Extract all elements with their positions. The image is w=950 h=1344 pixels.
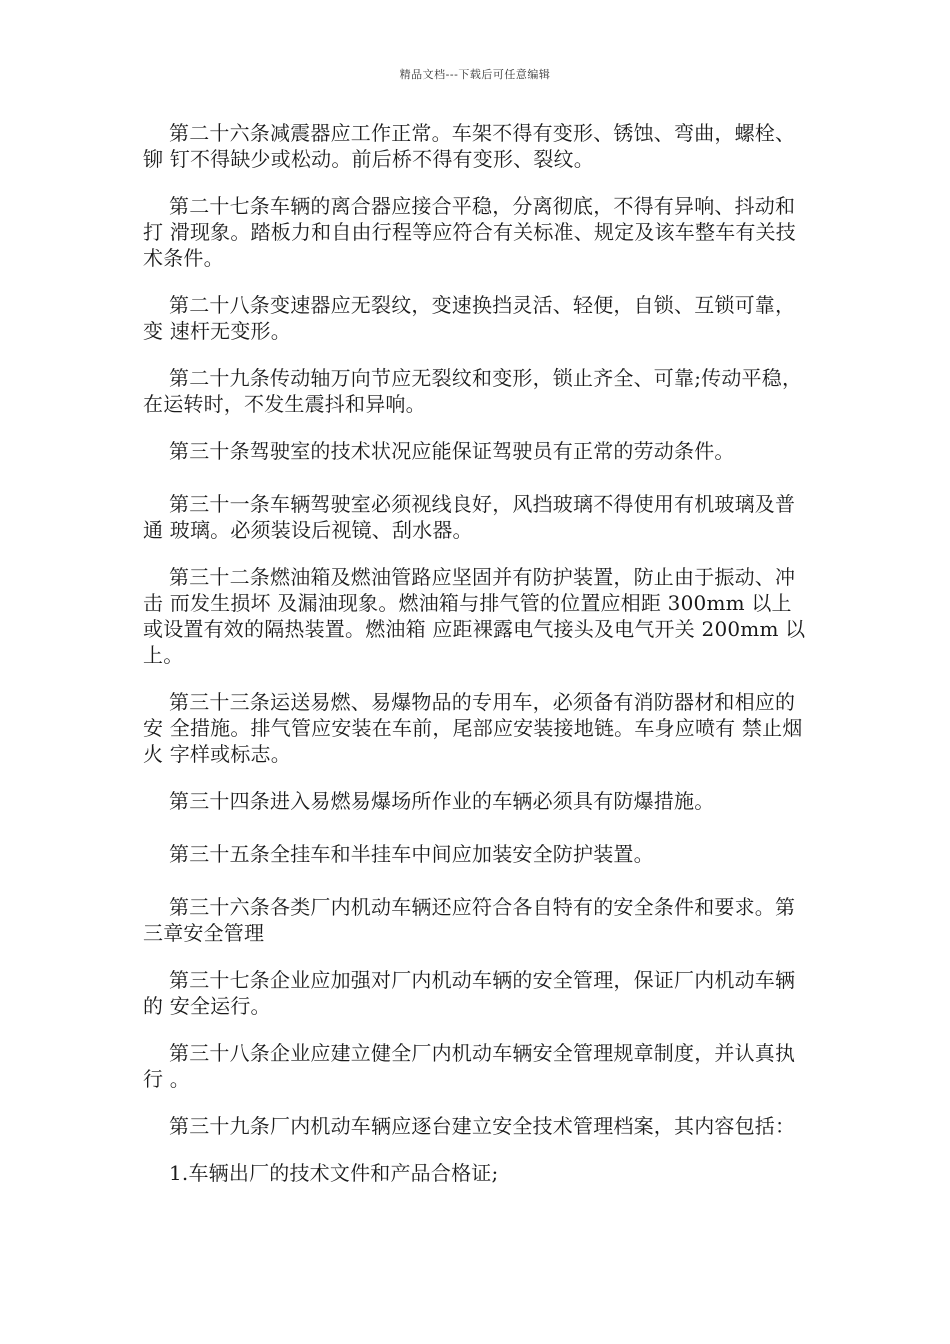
paragraph-article-39: 第三十九条厂内机动车辆应逐台建立安全技术管理档案，其内容包括：: [169, 1114, 796, 1138]
paragraph-article-30: 第三十条驾驶室的技术状况应能保证驾驶员有正常的劳动条件。: [169, 439, 735, 463]
paragraph-article-32: 第三十二条燃油箱及燃油管路应坚固并有防护装置，防止由于振动、冲击 而发生损坏 及漏油现象。燃油箱与排气管的位置应相距 300mm 以上或设置有效的隔热装置。燃油箱 应距裸露电气接头及电气开关 200mm 以上。: [143, 565, 806, 667]
paragraph-article-35: 第三十五条全挂车和半挂车中间应加装安全防护装置。: [169, 842, 654, 866]
paragraph-article-33: 第三十三条运送易燃、易爆物品的专用车，必须备有消防器材和相应的安 全措施。排气管应安装在车前，尾部应安装接地链。车身应喷有 禁止烟火 字样或标志。: [143, 690, 803, 766]
paragraph-article-31: 第三十一条车辆驾驶室必须视线良好，风挡玻璃不得使用有机玻璃及普通 玻璃。必须装设后视镜、刮水器。: [143, 492, 796, 542]
page-header: 精品文档---下载后可任意编辑: [399, 68, 551, 81]
paragraph-article-28: 第二十八条变速器应无裂纹，变速换挡灵活、轻便，自锁、互锁可靠，变 速杆无变形。: [143, 293, 796, 343]
paragraph-article-34: 第三十四条进入易燃易爆场所作业的车辆必须具有防爆措施。: [169, 789, 715, 813]
paragraph-article-37: 第三十七条企业应加强对厂内机动车辆的安全管理，保证厂内机动车辆的 安全运行。: [143, 968, 796, 1018]
paragraph-article-29: 第二十九条传动轴万向节应无裂纹和变形，锁止齐全、可靠;传动平稳， 在运转时，不发生震抖和异响。: [143, 366, 816, 416]
paragraph-article-36: 第三十六条各类厂内机动车辆还应符合各自特有的安全条件和要求。第三章安全管理: [143, 895, 796, 945]
document-body: [143, 120, 816, 1213]
paragraph-article-26: 第二十六条减震器应工作正常。车架不得有变形、锈蚀、弯曲，螺栓、铆 钉不得缺少或松动。前后桥不得有变形、裂纹。: [143, 121, 796, 171]
paragraph-article-27: 第二十七条车辆的离合器应接合平稳，分离彻底，不得有异响、抖动和打 滑现象。踏板力和自由行程等应符合有关标准、规定及该车整车有关技术条件。: [143, 194, 796, 270]
list-item-1: 1.车辆出厂的技术文件和产品合格证;: [169, 1161, 499, 1185]
paragraph-article-38: 第三十八条企业应建立健全厂内机动车辆安全管理规章制度，并认真执行 。: [143, 1041, 796, 1091]
